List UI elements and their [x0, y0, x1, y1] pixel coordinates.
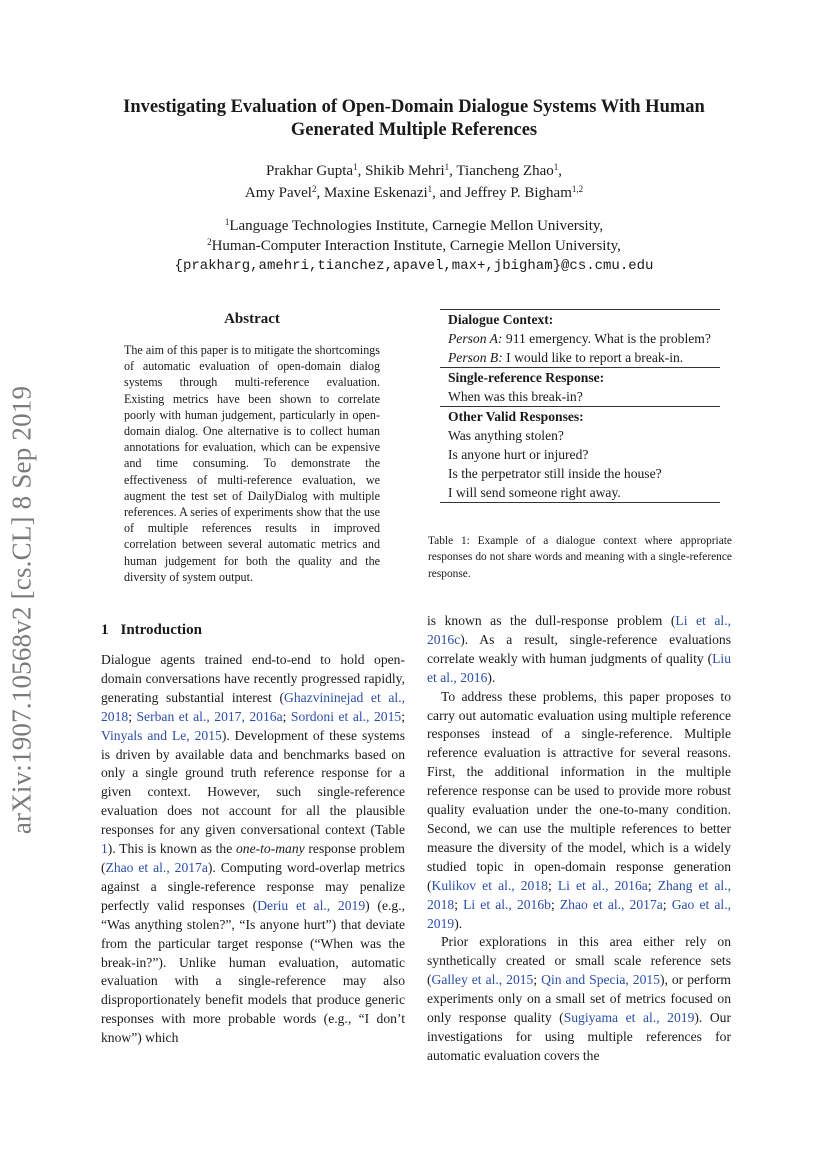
example-table: [440, 309, 720, 503]
separator: , and: [432, 185, 466, 201]
table-heading: Dialogue Context:: [448, 312, 554, 327]
text-run: ). Our investigations for using multiple references for automatic evaluation covers the: [427, 1010, 732, 1063]
table-row: Is the perpetrator still inside the house?: [448, 466, 662, 481]
text-run: Prior explorations in this area either rely on synthetically created or small scale reference sets (: [427, 934, 731, 988]
affiliation-text: Human-Computer Interaction Institute, Carnegie Mellon University,: [211, 238, 621, 254]
citation-link[interactable]: Zhang et al., 2018: [427, 877, 732, 912]
text-run: ;: [401, 708, 405, 724]
citation-link[interactable]: Li et al., 2016a: [557, 877, 648, 893]
affiliation-mark: 1: [427, 184, 433, 194]
text-run: ;: [647, 877, 658, 893]
citation-link[interactable]: Ghazvininejad et al., 2018: [101, 689, 406, 724]
paragraph: [427, 688, 731, 934]
speaker-label: Person B:: [448, 350, 503, 365]
paragraph: [427, 933, 731, 1065]
citation-link[interactable]: Qin and Specia, 2015: [541, 972, 660, 988]
speaker-label: Person A:: [448, 331, 503, 346]
affiliation-text: Language Technologies Institute, Carnegie Mellon University,: [229, 218, 604, 234]
table-row: [440, 348, 720, 367]
separator: ,: [449, 163, 457, 179]
right-column-text: [427, 612, 731, 1066]
left-column-text: [101, 651, 405, 1048]
author-name: Amy Pavel: [244, 185, 312, 201]
affiliation-mark: 1: [353, 162, 358, 172]
text-run: To address these problems, this paper proposes to carry out automatic evaluation using multiple reference responses instead of a single-reference. Multiple reference evaluation is attractive for several reasons. First, the additional information in the multiple reference response can be used to provide more robust quality evaluation under the one-to-many condition. Second, we can use the multiple references to better measure the diversity of the model, which is a widely studied topic in open-domain response generation (: [427, 688, 731, 893]
citation-link[interactable]: Zhao et al., 2017a: [559, 896, 663, 912]
utterance: I would like to report a break-in.: [502, 350, 684, 365]
citation-link[interactable]: Sordoni et al., 2015: [290, 708, 402, 724]
section-heading: [101, 622, 202, 639]
text-run: ;: [533, 972, 542, 988]
section-title: Introduction: [120, 622, 202, 638]
table-heading: Single-reference Response:: [448, 370, 605, 385]
citation-link[interactable]: Gao et al., 2019: [427, 896, 731, 931]
author-name: Prakhar Gupta: [266, 163, 354, 179]
email-address: {prakharg,amehri,tianchez,apavel,max+,jbigham}@cs.cmu.edu: [174, 258, 654, 274]
author-name: Shikib Mehri: [365, 163, 445, 179]
utterance: 911 emergency. What is the problem?: [502, 331, 711, 346]
paragraph: [427, 612, 731, 688]
table-row: I will send someone right away.: [448, 485, 621, 500]
arxiv-identifier: arXiv:1907.10568v2 [cs.CL] 8 Sep 2019: [6, 385, 37, 835]
citation-link[interactable]: Kulikov et al., 2018: [431, 877, 548, 893]
citation-link[interactable]: Deriu et al., 2019: [257, 897, 366, 913]
table-reference-link[interactable]: 1: [101, 841, 108, 857]
author-list: [120, 160, 708, 204]
author-name: Jeffrey P. Bigham: [465, 185, 572, 201]
text-run: is known as the dull-response problem (: [427, 613, 676, 628]
table-row: When was this break-in?: [448, 389, 583, 404]
citation-link[interactable]: Galley et al., 2015: [431, 972, 534, 988]
affiliation-mark: 1: [444, 162, 450, 172]
citation-link[interactable]: Li et al., 2016c: [427, 613, 731, 647]
arxiv-stamp: [2, 380, 42, 840]
affiliation-mark: 1,2: [571, 184, 584, 194]
title-line: Investigating Evaluation of Open-Domain Dialogue Systems With Human: [123, 97, 705, 117]
affiliation-mark: 1: [553, 162, 559, 172]
text-run: ;: [550, 896, 560, 912]
abstract-heading: Abstract: [224, 311, 280, 327]
separator: ,: [316, 185, 324, 201]
text-run: ) (e.g., “Was anything stolen?”, “Is anyone hurt”) that deviate from the particular target response (“When was the break-in?”). Unlike human evaluation, automatic evaluation with a single-reference may also disproportionately benefit models that produce generic responses with more probable words (e.g., “I don’t know”) which: [101, 897, 405, 1046]
separator: ,: [558, 163, 562, 179]
text-run: ).: [487, 669, 496, 685]
text-run: ). Development of these systems is driven by available data and benchmarks based on only a single ground truth reference response for a given context. However, such single-reference evaluation does not account for all the plausible responses for any given conversational context (Table: [101, 727, 405, 838]
table-heading: Other Valid Responses:: [448, 409, 584, 424]
text-run: Dialogue agents trained end-to-end to hold open-domain conversations have recently progressed rapidly, generating substantial interest (: [101, 652, 405, 705]
affiliation-block: [100, 216, 728, 276]
paragraph: [101, 651, 405, 1048]
text-run: ;: [547, 877, 558, 893]
text-run: ). This is known as the: [107, 841, 236, 857]
separator: ,: [357, 163, 366, 179]
text-run: ;: [282, 708, 291, 724]
table-caption: Table 1: Example of a dialogue context where appropriate responses do not share words and meaning with a single-reference response.: [428, 535, 732, 580]
table-row: [440, 329, 720, 348]
table-bottom-rule: [440, 502, 720, 503]
abstract-text: The aim of this paper is to mitigate the shortcomings of automatic evaluation of open-domain dialog systems through multi-reference evaluation. Existing metrics have been shown to correlate poorly with human judgement, particularly in open-domain dialog. One alternative is to collect human annotations for evaluation, which can be expensive and time consuming. To demonstrate the effectiveness of multi-reference evaluation, we augment the test set of DailyDialog with multiple references. A series of experiments show that the use of multiple references results in improved correlation between several automatic metrics and human judgement for both the quality and the diversity of system output.: [124, 343, 380, 584]
text-run: ). Computing word-overlap metrics against a single-reference response may penalize perfectly valid responses (: [101, 859, 405, 913]
citation-link[interactable]: Sugiyama et al., 2019: [563, 1010, 695, 1026]
text-run: ). As a result, single-reference evaluations correlate weakly with human judgments of quality (: [427, 631, 731, 666]
author-name: Maxine Eskenazi: [323, 185, 428, 201]
author-name: Tiancheng Zhao: [456, 163, 554, 179]
text-run: ;: [662, 896, 672, 912]
citation-link[interactable]: Li et al., 2016b: [463, 896, 551, 912]
text-run: ;: [454, 896, 464, 912]
citation-link[interactable]: Serban et al., 2017, 2016a: [136, 708, 283, 724]
text-run: ), or perform experiments only on a small set of metrics focused on only response quality (: [427, 972, 731, 1026]
affiliation-mark: 2: [311, 184, 317, 194]
text-run: response problem (: [101, 841, 405, 875]
title-line: Generated Multiple References: [290, 120, 538, 140]
citation-link[interactable]: Liu et al., 2016: [427, 650, 731, 685]
affiliation-mark: 2: [207, 237, 212, 247]
table-row: Was anything stolen?: [448, 428, 564, 443]
table-row: Is anyone hurt or injured?: [448, 447, 589, 462]
section-number: 1: [101, 622, 109, 638]
affiliation-mark: 1: [224, 217, 230, 227]
emphasis: one-to-many: [235, 841, 305, 857]
citation-link[interactable]: Zhao et al., 2017a: [105, 859, 208, 875]
citation-link[interactable]: Vinyals and Le, 2015: [101, 727, 222, 743]
text-run: ).: [454, 915, 463, 931]
paper-title: [60, 96, 768, 142]
text-run: ;: [128, 708, 137, 724]
